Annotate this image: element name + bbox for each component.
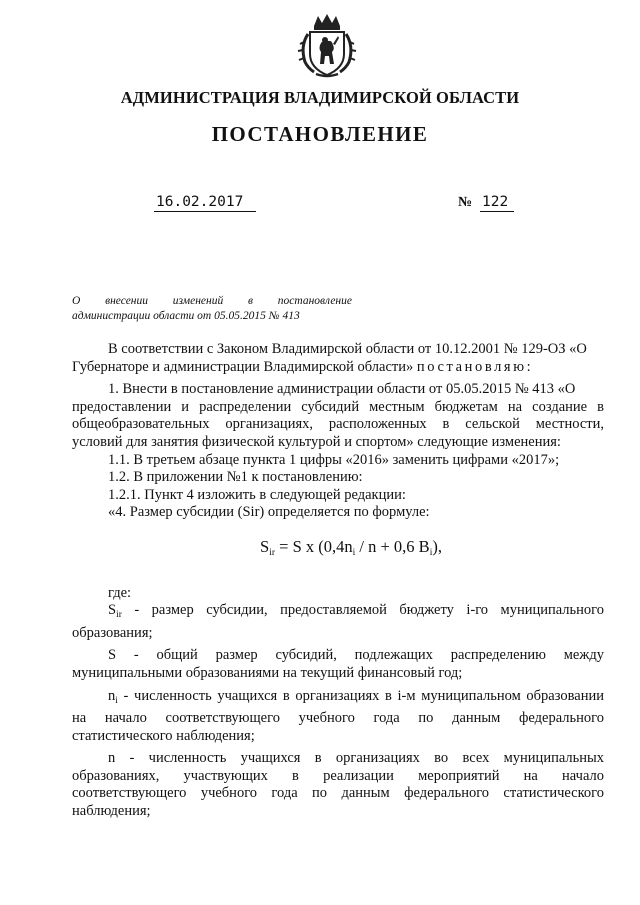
definition-s: S - общий размер субсидий, подлежащих распределению между <box>108 647 604 664</box>
coat-of-arms-icon <box>296 12 358 78</box>
paragraph-line: 1. Внести в постановление администрации области от 05.05.2015 № 413 «О <box>108 381 576 398</box>
document-type-title: ПОСТАНОВЛЕНИЕ <box>211 122 429 146</box>
definition-n: n - численность учащихся в организациях во всех муниципальных <box>108 750 604 767</box>
definition-line: статистического наблюдения; <box>72 727 255 744</box>
intro-line: В соответствии с Законом Владимирской области от 10.12.2001 № 129-ОЗ «О <box>108 341 587 357</box>
document-number: 122 <box>480 193 514 212</box>
intro-text: Губернаторе и администрации Владимирской области» <box>72 358 414 375</box>
paragraph-line: общеобразовательных организациях, расположенных в сельской местности, <box>72 416 604 433</box>
subject-word: изменений <box>172 295 224 307</box>
subsidy-formula: $S_{ir} = S$ x ($0,4n_i / n + 0,6$ $B_i$), <box>260 536 442 558</box>
clause-4: «4. Размер субсидии (Sir) определяется по формуле: <box>108 504 430 521</box>
paragraph-line: предоставлении и распределении субсидий местным бюджетам на создание в <box>72 398 604 415</box>
clause-1-2-1: 1.2.1. Пункт 4 изложить в следующей редакции: <box>108 486 406 503</box>
definition-sir: $S_{ir}$ - размер субсидии, предоставляемой бюджету i-го муниципального <box>108 602 604 621</box>
where-label: где: <box>108 584 132 601</box>
subject-line-1 <box>72 294 352 309</box>
number-label: № <box>458 195 473 210</box>
subject-line-2: администрации области от 05.05.2015 № 413 <box>72 310 300 322</box>
intro-line <box>72 359 604 377</box>
definition-line: соответствующего учебного года по данным федерального статистического <box>72 785 604 802</box>
subject-word: внесении <box>105 295 149 307</box>
clause-1-1: 1.1. В третьем абзаце пункта 1 цифры «2016» заменить цифрами «2017»; <box>108 451 560 468</box>
organization-name: АДМИНИСТРАЦИЯ ВЛАДИМИРСКОЙ ОБЛАСТИ <box>120 88 520 107</box>
resolve-word: постановляю: <box>416 358 534 375</box>
subject-word: постановление <box>277 295 352 307</box>
definition-line: муниципальными образованиями на текущий финансовый год; <box>72 664 463 681</box>
subject-word: О <box>72 295 81 307</box>
definition-ni: $n_i$ - численность учащихся в организациях в i-м муниципальном образовании <box>108 687 604 706</box>
definition-line: наблюдения; <box>72 803 151 820</box>
clause-1-2: 1.2. В приложении №1 к постановлению: <box>108 469 363 486</box>
document-date: 16.02.2017 <box>154 193 256 212</box>
document-subject <box>72 294 352 324</box>
definition-line: образования; <box>72 624 153 641</box>
definition-line: образованиях, участвующих в реализации мероприятий на начало <box>72 767 604 784</box>
subject-word: в <box>248 295 253 307</box>
definition-line: на начало соответствующего учебного года по данным федерального <box>72 710 604 727</box>
paragraph-line: условий для занятия физической культурой и спортом» следующие изменения: <box>72 433 561 450</box>
document-body <box>72 341 604 821</box>
